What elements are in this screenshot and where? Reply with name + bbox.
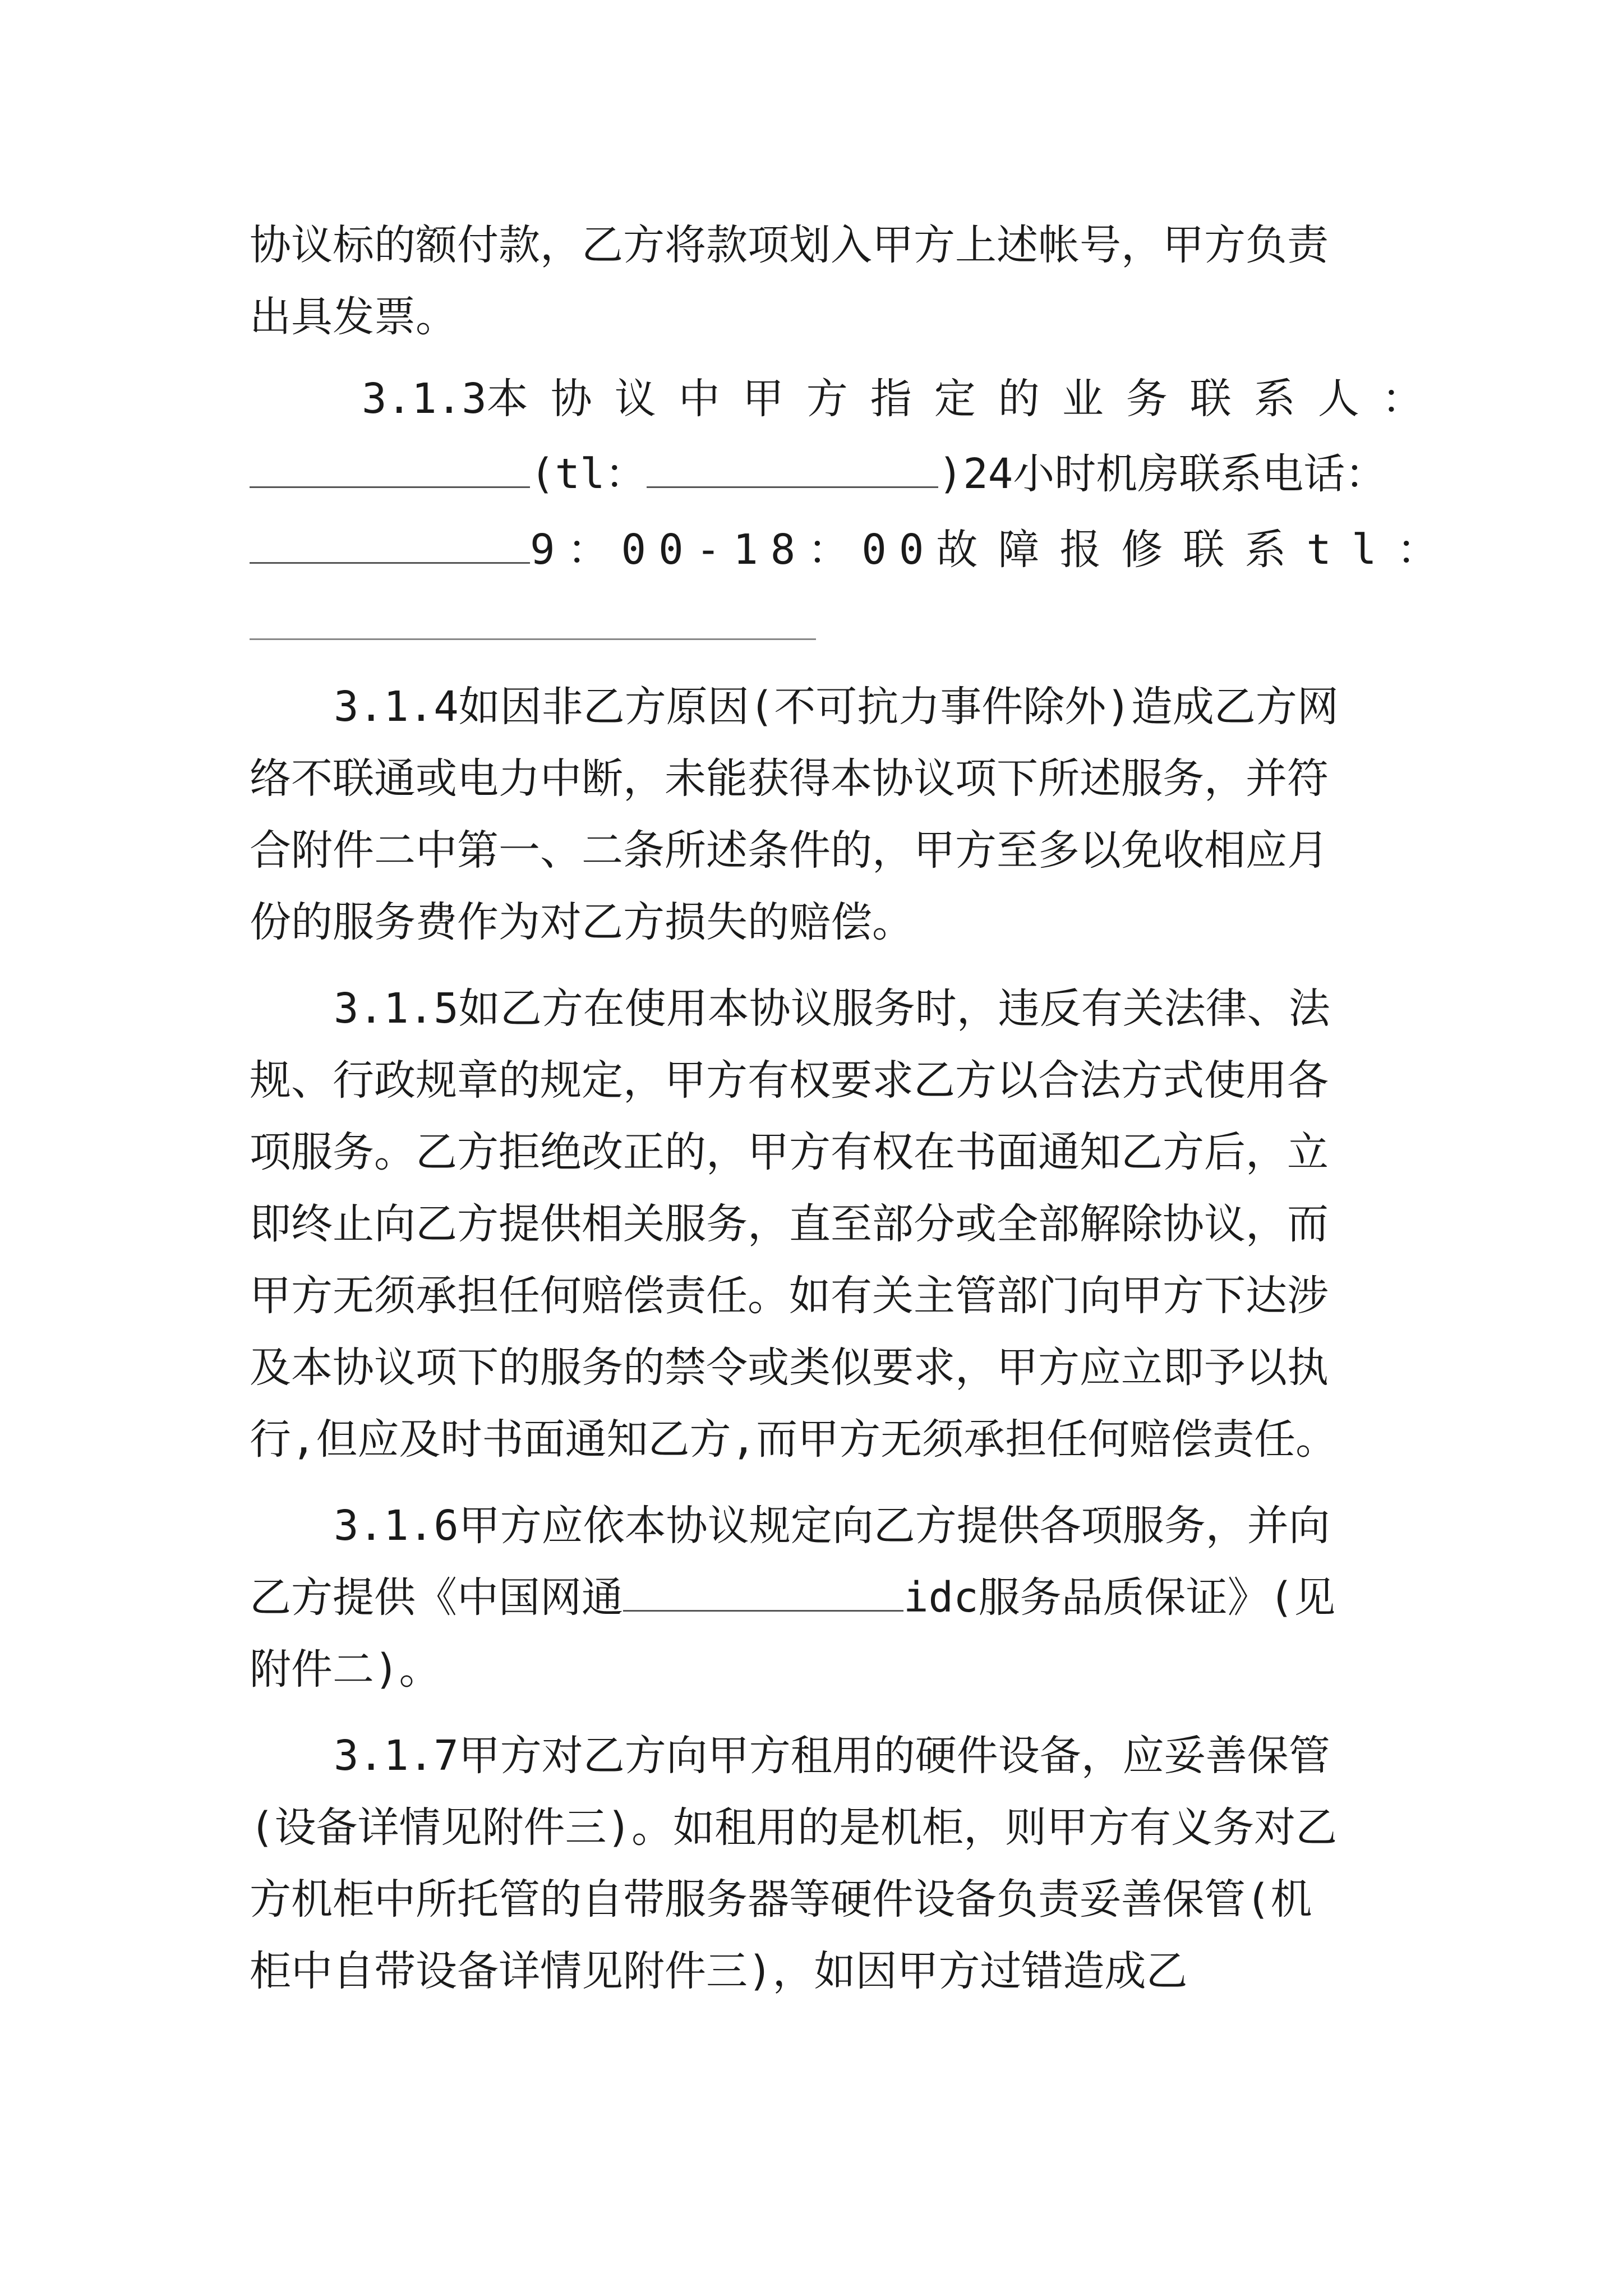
clause-3-1-6-line <box>250 1561 1377 1634</box>
clause-3-1-5-line <box>250 1116 1377 1189</box>
service-name-blank <box>623 1566 903 1612</box>
text-line-content: (设备详情见附件三)。如租用的是机柜，则甲方有义务对乙 <box>250 1803 1338 1852</box>
text-line-content: 出具发票。 <box>250 293 457 341</box>
clause-text: 本协议中甲方指定的业务联系人： <box>486 375 1446 423</box>
text-line <box>250 209 1377 282</box>
clause-3-1-3-line-1 <box>362 362 1446 435</box>
text-line-content: 3.1.7甲方对乙方向甲方租用的硬件设备，应妥善保管 <box>334 1732 1330 1780</box>
text-line-content: 乙方提供《中国网通 <box>250 1573 623 1622</box>
clause-3-1-4-line <box>250 742 1377 815</box>
text-line-content: 规、行政规章的规定，甲方有权要求乙方以合法方式使用各 <box>250 1056 1329 1105</box>
text-line-content: 合附件二中第一、二条所述条件的，甲方至多以免收相应月 <box>250 826 1329 875</box>
text-line-content: 3.1.6甲方应依本协议规定向乙方提供各项服务，并向 <box>334 1502 1330 1550</box>
clause-3-1-6-line <box>250 1633 1377 1706</box>
text-line-content: 项服务。乙方拒绝改正的，甲方有权在书面通知乙方后，立 <box>250 1128 1329 1176</box>
tel-number-blank <box>647 443 938 488</box>
clause-3-1-4-line <box>250 814 1377 887</box>
repair-contact-text: 故障报修联系tl： <box>936 526 1459 574</box>
phone-blank <box>250 518 530 564</box>
text-line-content: 3.1.4如因非乙方原因(不可抗力事件除外)造成乙方网 <box>334 683 1339 731</box>
clause-number: 3.1.3 <box>362 375 487 423</box>
text-line-content: 柜中自带设备详情见附件三)，如因甲方过错造成乙 <box>250 1947 1188 1995</box>
clause-3-1-3-line-2 <box>250 438 1387 510</box>
repair-contact-blank <box>250 638 816 640</box>
clause-3-1-5-line <box>250 1188 1377 1260</box>
clause-3-1-7-line <box>250 1791 1377 1864</box>
text-line-content: 协议标的额付款，乙方将款项划入甲方上述帐号，甲方负责 <box>250 221 1329 269</box>
tel-open-text: (tl： <box>530 450 647 498</box>
clause-3-1-6-line <box>334 1489 1377 1562</box>
clause-3-1-7-line <box>250 1935 1377 2008</box>
text-line-content: 即终止向乙方提供相关服务，直至部分或全部解除协议，而 <box>250 1200 1329 1248</box>
clause-3-1-3-line-3 <box>250 513 1459 586</box>
clause-3-1-5-line <box>250 1403 1377 1476</box>
text-line-content: 甲方无须承担任何赔偿责任。如有关主管部门向甲方下达涉 <box>250 1272 1329 1320</box>
clause-3-1-5-line <box>250 1259 1377 1332</box>
clause-3-1-7-line <box>250 1863 1377 1936</box>
tel-close-text: )24小时机房联系电话： <box>938 450 1387 498</box>
text-line-content: 及本协议项下的服务的禁令或类似要求，甲方应立即予以执 <box>250 1343 1329 1392</box>
clause-3-1-4-line <box>250 886 1377 959</box>
clause-3-1-7-line <box>334 1719 1377 1792</box>
text-line-content: idc服务品质保证》(见 <box>903 1573 1336 1622</box>
clause-3-1-5-line <box>250 1331 1377 1404</box>
contact-person-blank <box>250 443 530 488</box>
text-line-content: 份的服务费作为对乙方损失的赔偿。 <box>250 898 914 946</box>
clause-3-1-4-line <box>334 670 1377 743</box>
text-line-content: 3.1.5如乙方在使用本协议服务时，违反有关法律、法 <box>334 984 1330 1033</box>
text-line <box>250 280 1377 353</box>
text-line-content: 方机柜中所托管的自带服务器等硬件设备负责妥善保管(机 <box>250 1875 1312 1924</box>
clause-3-1-5-line <box>250 1044 1377 1117</box>
clause-3-1-5-line <box>334 972 1377 1045</box>
text-line-content: 附件二)。 <box>250 1645 441 1694</box>
text-line-content: 络不联通或电力中断，未能获得本协议项下所述服务，并符 <box>250 754 1329 803</box>
text-line-content: 行,但应及时书面通知乙方,而甲方无须承担任何赔偿责任。 <box>250 1415 1338 1464</box>
service-hours: 9：00-18：00 <box>530 526 937 574</box>
